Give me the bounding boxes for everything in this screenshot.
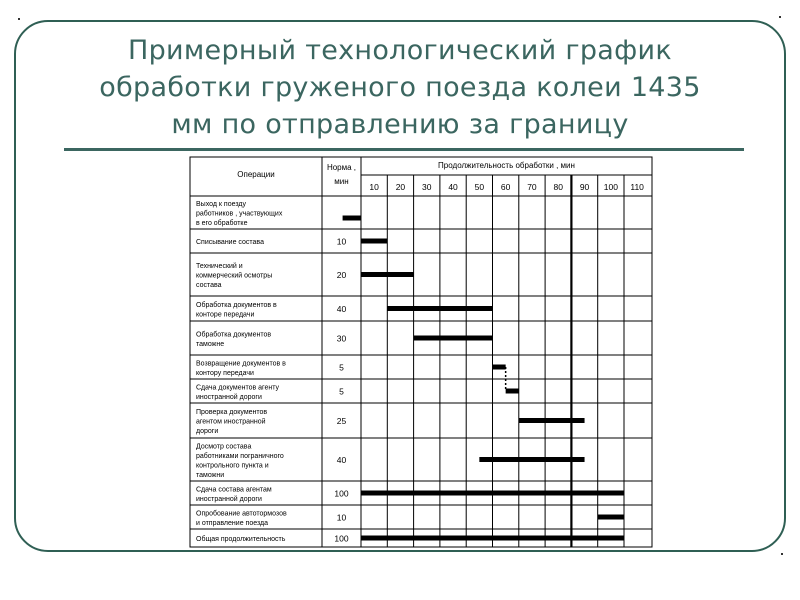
- title-line-1: Примерный технологический график: [127, 35, 672, 66]
- x-tick-label: 70: [527, 182, 537, 192]
- row-norm: 100: [334, 488, 349, 499]
- x-tick-label: 40: [448, 182, 458, 192]
- row-norm: 100: [334, 533, 349, 544]
- header-norm-unit: мин: [334, 177, 349, 186]
- row-label: иностранной дороги: [196, 393, 262, 401]
- row-label: Досмотр состава: [196, 443, 252, 451]
- row-label: и отправление поезда: [196, 519, 268, 527]
- row-label: таможни: [196, 471, 225, 479]
- row-label: коммерческий осмотры: [196, 272, 273, 280]
- gantt-bar: [361, 536, 624, 541]
- row-label: таможне: [196, 340, 225, 348]
- row-label: Опробование автотормозов: [196, 510, 287, 518]
- row-label: дороги: [196, 428, 219, 435]
- row-label: иностранной дороги: [196, 495, 262, 503]
- gantt-bar: [519, 418, 585, 423]
- x-tick-label: 90: [579, 182, 590, 192]
- title-line-3: мм по отправлению за границу: [171, 109, 629, 140]
- gantt-bar: [506, 389, 519, 394]
- x-tick-label: 80: [553, 182, 563, 192]
- row-norm: 5: [339, 362, 344, 373]
- gantt-bar: [493, 365, 506, 370]
- row-label: Сдача документов агенту: [196, 384, 279, 392]
- row-label: контору передачи: [196, 369, 254, 377]
- gantt-bar: [343, 216, 361, 221]
- row-label: работниками пограничного: [196, 452, 284, 460]
- row-norm: 40: [336, 304, 347, 314]
- row-label: агентом иностранной: [196, 418, 266, 426]
- x-tick-label: 10: [369, 182, 379, 192]
- x-tick-label: 50: [474, 182, 485, 192]
- gantt-bar: [479, 457, 584, 462]
- row-label: Списывание состава: [196, 239, 264, 246]
- gantt-bar: [387, 306, 492, 311]
- gantt-bar: [414, 336, 493, 341]
- header-norm: Норма ,: [326, 163, 357, 172]
- row-label: работников , участвующих: [196, 210, 283, 218]
- row-norm: 40: [336, 455, 347, 465]
- row-norm: 30: [336, 333, 347, 344]
- header-duration: Продолжительность обработки , мин: [438, 161, 575, 170]
- row-label: Технический и: [196, 263, 243, 270]
- row-label: Общая продолжительность: [196, 536, 286, 543]
- x-tick-label: 110: [630, 182, 644, 192]
- row-label: в его обработке: [196, 220, 248, 227]
- x-tick-label: 30: [422, 182, 432, 192]
- row-norm: 10: [336, 236, 347, 247]
- gantt-bar: [598, 515, 624, 520]
- row-norm: 10: [336, 512, 347, 523]
- row-norm: 5: [339, 386, 344, 397]
- row-label: Обработка документов: [196, 331, 272, 339]
- title-line-2: обработки груженого поезда колеи 1435: [99, 72, 701, 103]
- row-label: Обработка документов в: [196, 301, 277, 309]
- gantt-bar: [361, 239, 387, 244]
- row-label: состава: [196, 282, 222, 289]
- row-label: Проверка документов: [196, 409, 268, 416]
- gantt-bar: [361, 272, 414, 277]
- row-label: Возвращение документов в: [196, 360, 286, 368]
- x-tick-label: 60: [500, 182, 511, 192]
- header-operations: Операции: [237, 170, 275, 179]
- gantt-bar: [361, 491, 624, 496]
- x-tick-label: 100: [603, 182, 618, 192]
- row-label: Сдача состава агентам: [196, 486, 272, 494]
- x-tick-label: 20: [395, 182, 406, 192]
- row-label: конторе передачи: [196, 311, 255, 319]
- row-label: контрольного пункта и: [196, 462, 269, 470]
- row-label: Выход к поезду: [196, 201, 246, 208]
- row-norm: 20: [336, 270, 347, 280]
- row-norm: 25: [336, 416, 347, 426]
